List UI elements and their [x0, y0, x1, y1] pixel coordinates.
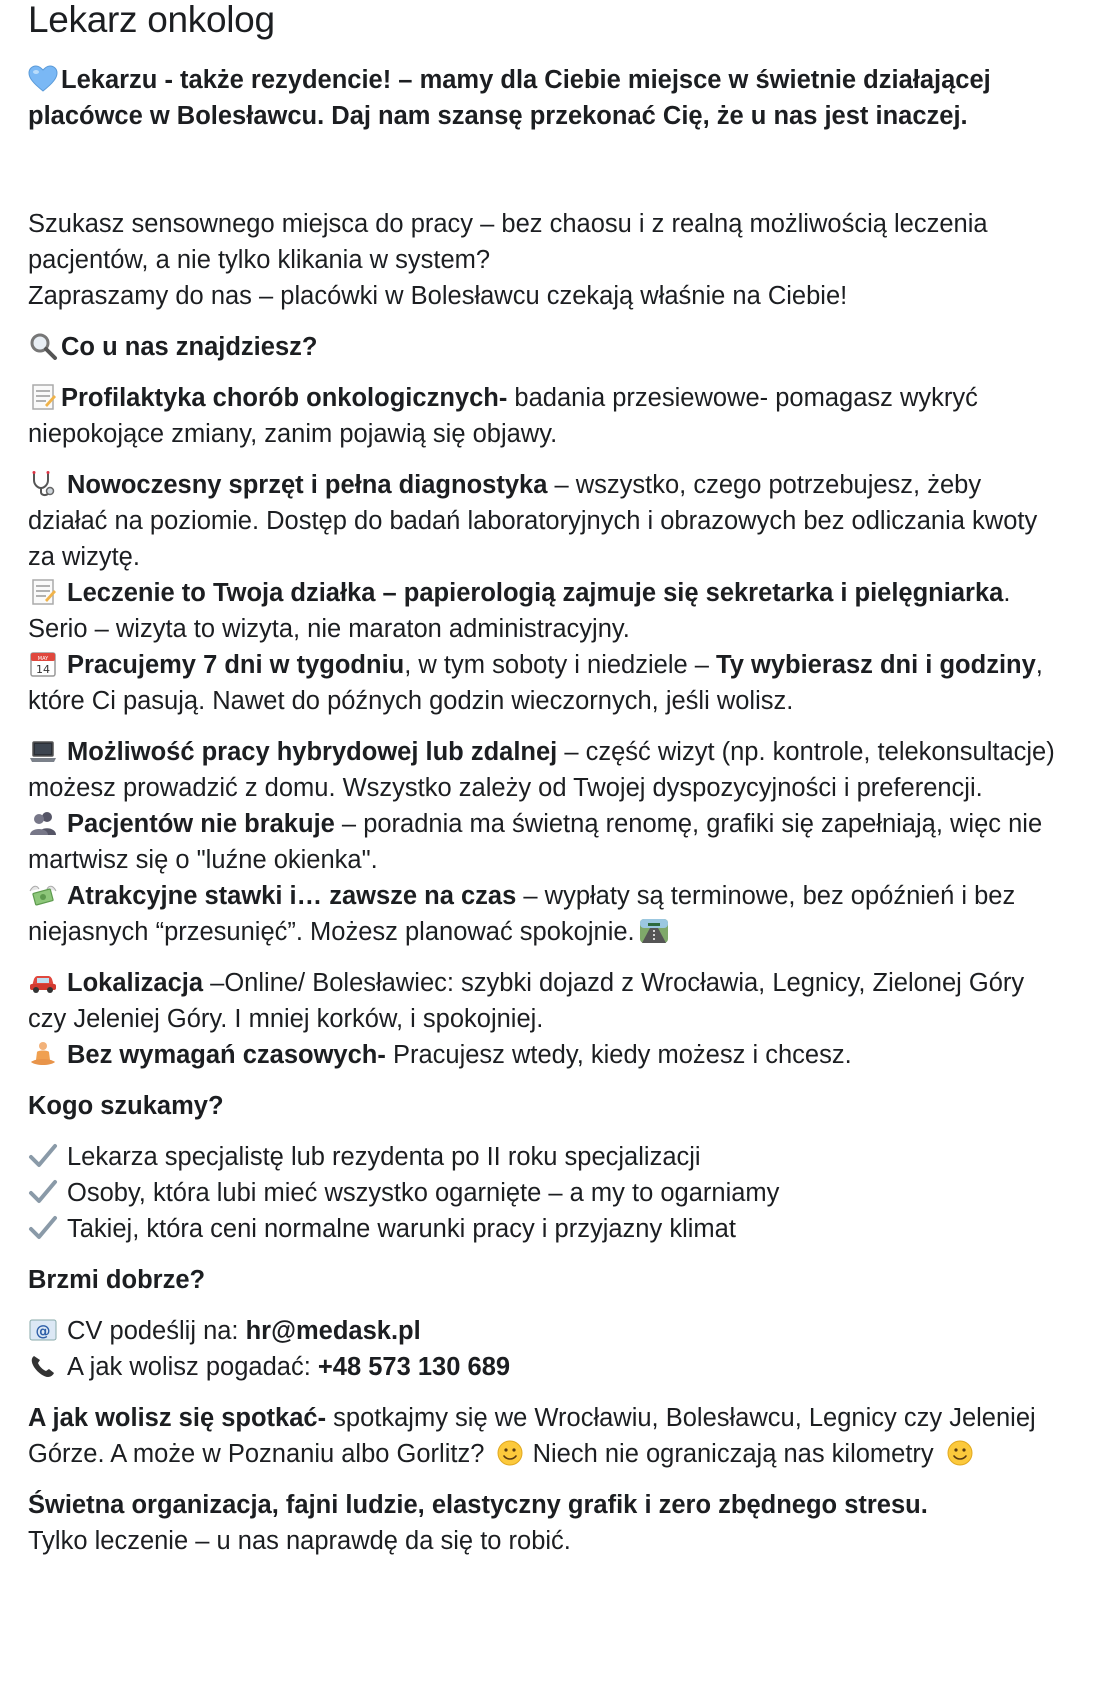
- calendar-icon: [28, 650, 58, 678]
- smiley-icon: [945, 1439, 975, 1467]
- email-link[interactable]: hr@medask.pl: [245, 1317, 421, 1345]
- who-heading: Kogo szukamy?: [28, 1092, 224, 1120]
- svg-text:MAY: MAY: [37, 656, 49, 662]
- offer-item-profilaktyka: Profilaktyka chorób onkologicznych- badania przesiewowe- pomagasz wykryć niepokojące zmiany, zanim pojawią się objawy.: [28, 384, 978, 448]
- page-title: Lekarz onkolog: [28, 0, 275, 40]
- closing-block: [28, 1487, 1055, 1559]
- magnifier-icon: [28, 332, 58, 360]
- offer-item-czas: Bez wymagań czasowych- Pracujesz wtedy, kiedy możesz i chcesz.: [28, 1037, 1055, 1073]
- offer-item-hybryda: Możliwość pracy hybrydowej lub zdalnej – część wizyt (np. kontrole, telekonsultacje) możesz prowadzić z domu. Wszystko zależy od Twojej dyspozycyjności i preferencji.: [28, 738, 1055, 802]
- memo-icon: [28, 578, 58, 606]
- car-icon: [28, 968, 58, 996]
- phone-link[interactable]: +48 573 130 689: [317, 1353, 511, 1381]
- contact-email-line: @ CV podeślij na: hr@medask.pl: [28, 1313, 1055, 1349]
- contact-block: [28, 1313, 1055, 1385]
- offer-item-pacjenci: Pacjentów nie brakuje – poradnia ma świetną renomę, grafiki się zapełniają, więc nie martwisz się o "luźne okienka".: [28, 810, 1043, 874]
- people-icon: [28, 809, 58, 837]
- offer-item-dni: MAY 14 Pracujemy 7 dni w tygodniu, w tym soboty i niedziele – Ty wybierasz dni i godziny, które Ci pasują. Nawet do późnych godzin wieczornych, jeśli wolisz.: [28, 651, 1043, 715]
- contact-heading: Brzmi dobrze?: [28, 1266, 206, 1294]
- check-mark-icon: [28, 1214, 58, 1242]
- contact-phone-line: A jak wolisz pogadać: +48 573 130 689: [28, 1349, 1055, 1385]
- offer-item-sprzet: Nowoczesny sprzęt i pełna diagnostyka – wszystko, czego potrzebujesz, żeby działać na poziomie. Dostęp do badań laboratoryjnych i obrazowych bez odliczania kwoty za wizytę.: [28, 471, 1038, 571]
- list-item: Lekarza specjalistę lub rezydenta po II roku specjalizacji: [28, 1139, 1055, 1175]
- svg-text:@: @: [35, 1322, 51, 1340]
- closing-bold: Świetna organizacja, fajni ludzie, elastyczny grafik i zero zbędnego stresu.: [28, 1491, 928, 1519]
- at-sign-icon: [28, 1316, 58, 1344]
- blue-heart-icon: [28, 65, 58, 93]
- list-item: Takiej, która ceni normalne warunki pracy i przyjazny klimat: [28, 1211, 1055, 1247]
- intro-paragraph: [28, 62, 1055, 134]
- who-list: [28, 1139, 1055, 1247]
- check-mark-icon: [28, 1178, 58, 1206]
- lead-line-2: Zapraszamy do nas – placówki w Bolesławcu czekają właśnie na Ciebie!: [28, 282, 848, 310]
- laptop-icon: [28, 737, 58, 765]
- telephone-icon: [28, 1352, 58, 1380]
- stethoscope-icon: [28, 470, 58, 498]
- intro-text: Lekarzu - także rezydencie! – mamy dla Ciebie miejsce w świetnie działającej placówce w Bolesławcu. Daj nam szansę przekonać Cię, że u nas jest inaczej.: [28, 66, 991, 130]
- memo-icon: [28, 383, 58, 411]
- offer-item-lokalizacja: Lokalizacja –Online/ Bolesławiec: szybki dojazd z Wrocławia, Legnicy, Zielonej Góry czy Jeleniej Góry. I mniej korków, i spokojniej.: [28, 969, 1025, 1033]
- list-item: Osoby, która lubi mieć wszystko ogarnięte – a my to ogarniamy: [28, 1175, 1055, 1211]
- offer-item-stawki: Atrakcyjne stawki i… zawsze na czas – wypłaty są terminowe, bez opóźnień i bez niejasnych “przesunięć”. Możesz planować spokojnie.: [28, 882, 1016, 946]
- svg-text:14: 14: [36, 663, 50, 676]
- closing-text: Tylko leczenie – u nas naprawdę da się to robić.: [28, 1527, 571, 1555]
- smiley-icon: [495, 1439, 525, 1467]
- meet-paragraph: A jak wolisz się spotkać- spotkajmy się we Wrocławiu, Bolesławcu, Legnicy czy Jeleniej Górze. A może w Poznaniu albo Gorlitz? Niech nie ograniczają nas kilometry: [28, 1404, 1036, 1468]
- lotus-person-icon: [28, 1040, 58, 1068]
- offer-item-leczenie: Leczenie to Twoja działka – papierologią zajmuje się sekretarka i pielęgniarka. Serio – wizyta to wizyta, nie maraton administracyjny.: [28, 579, 1011, 643]
- offer-heading: Co u nas znajdziesz?: [28, 329, 1055, 365]
- motorway-icon: [639, 917, 669, 945]
- check-mark-icon: [28, 1142, 58, 1170]
- lead-line-1: Szukasz sensownego miejsca do pracy – bez chaosu i z realną możliwością leczenia pacjentów, a nie tylko klikania w system?: [28, 210, 988, 274]
- lead-block: [28, 206, 1055, 314]
- money-wings-icon: [28, 881, 58, 909]
